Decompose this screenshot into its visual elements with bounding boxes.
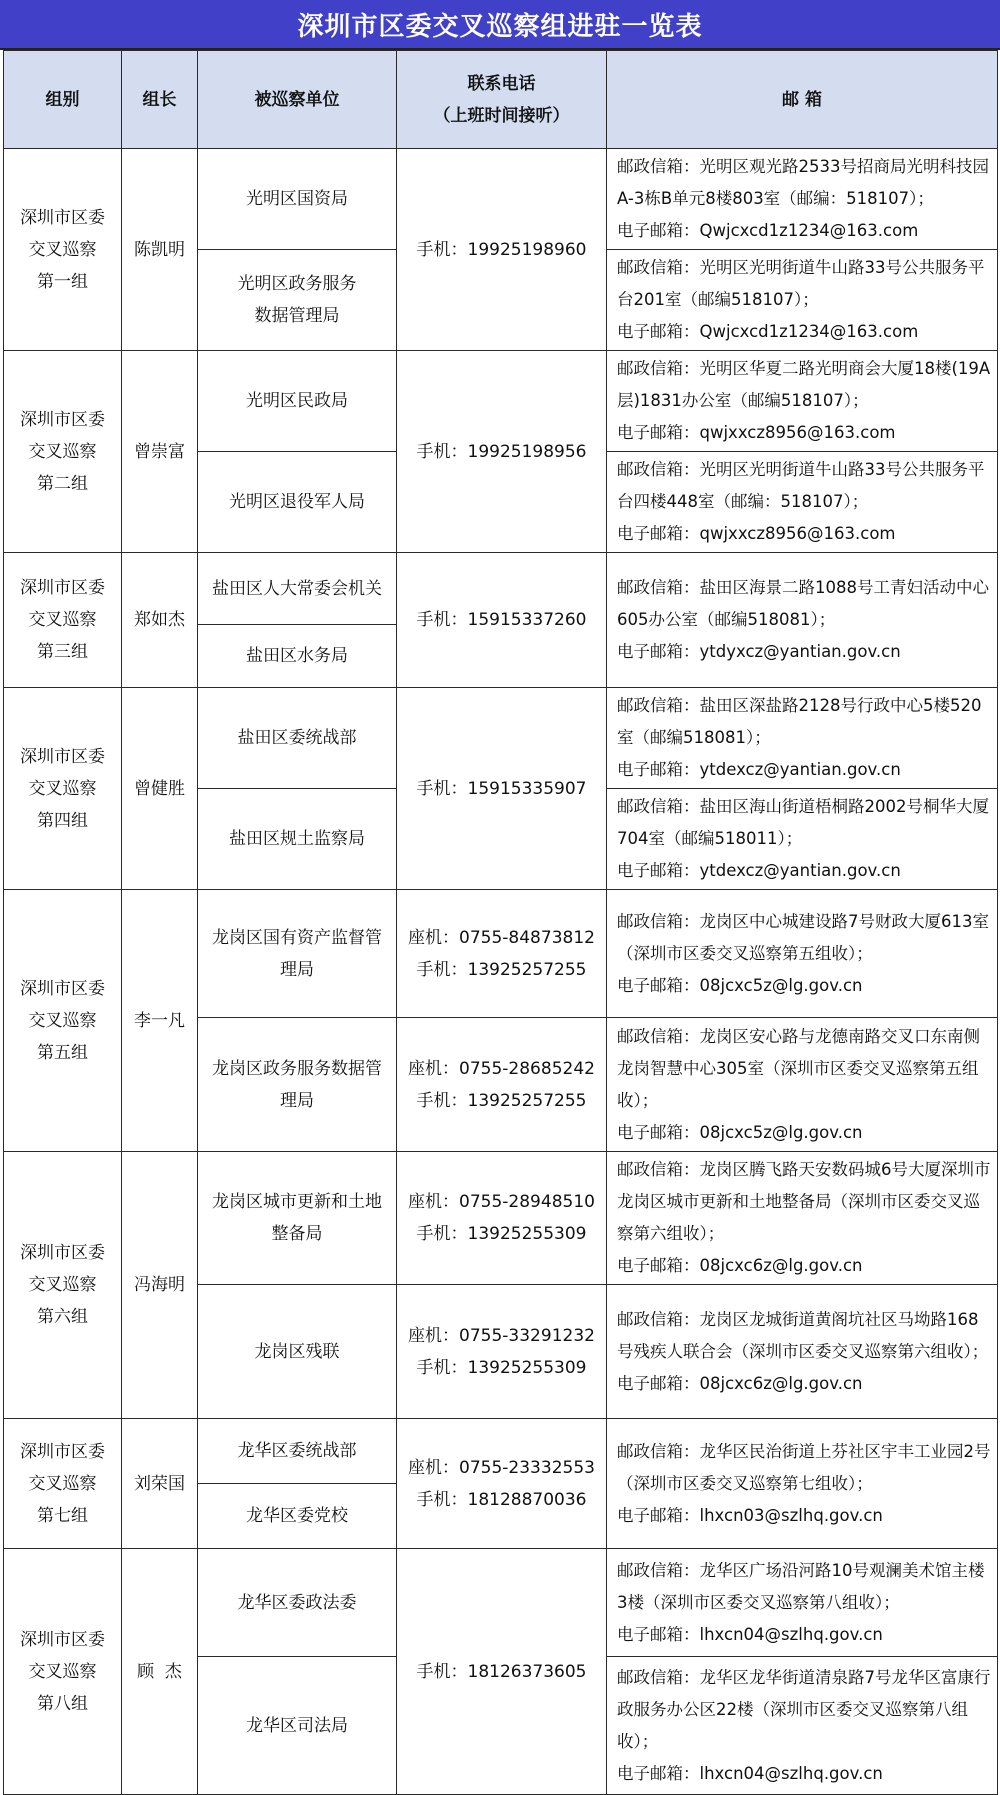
- unit-cell: [198, 250, 397, 351]
- unit-name-line: 整备局: [271, 1224, 323, 1244]
- unit-cell: [198, 1018, 397, 1152]
- mail-cell: [607, 688, 998, 789]
- inspection-table: [3, 50, 998, 1795]
- group-name-line: 深圳市区委: [20, 978, 105, 999]
- header-mail: 邮 箱: [607, 51, 998, 149]
- unit-name-line: 龙岗区残联: [254, 1341, 340, 1362]
- group-name-cell: [4, 688, 122, 890]
- mail-line: 邮政信箱：龙华区广场沿河路10号观澜美术馆主楼3楼（深圳市区委交叉巡察第八组收）；: [617, 1560, 985, 1612]
- leader-cell: 顾 杰: [122, 1549, 198, 1795]
- unit-name-line: 光明区国资局: [246, 189, 348, 209]
- mail-line: 电子邮箱：Qwjcxcd1z1234@163.com: [617, 221, 919, 240]
- mail-line: 邮政信箱：盐田区海山街道梧桐路2002号桐华大厦704室（邮编518011）；: [617, 797, 989, 848]
- phone-line: 座机：0755-23332553: [408, 1457, 595, 1478]
- phone-cell: [397, 351, 607, 553]
- mail-cell: [607, 553, 998, 688]
- group-name-line: 第六组: [37, 1307, 88, 1327]
- group-name-cell: [4, 1152, 122, 1419]
- group-name-line: 深圳市区委: [20, 1243, 105, 1263]
- group-name-cell: [4, 149, 122, 351]
- unit-cell: [198, 553, 397, 625]
- mail-line: 电子邮箱：ytdyxcz@yantian.gov.cn: [617, 642, 901, 661]
- unit-name-line: 盐田区规土监察局: [229, 829, 365, 849]
- table-row: [4, 553, 998, 625]
- phone-line: 手机：15915337260: [416, 610, 587, 630]
- leader-cell: 冯海明: [122, 1152, 198, 1419]
- phone-line: 手机：13925255309: [416, 1357, 587, 1378]
- mail-line: 电子邮箱：08jcxc5z@lg.gov.cn: [617, 1122, 863, 1142]
- mail-line: 邮政信箱：盐田区海景二路1088号工青妇活动中心605办公室（邮编518081）；: [617, 578, 989, 629]
- unit-cell: [198, 149, 397, 250]
- header-group: 组别: [4, 51, 122, 149]
- mail-line: 邮政信箱：龙岗区腾飞路天安数码城6号大厦深圳市龙岗区城市更新和土地整备局（深圳市区委交叉巡察第六组收）；: [617, 1160, 991, 1243]
- unit-name-line: 数据管理局: [254, 306, 340, 326]
- header-unit: 被巡察单位: [198, 51, 397, 149]
- mail-line: 电子邮箱：ytdexcz@yantian.gov.cn: [617, 861, 901, 880]
- mail-cell: [607, 890, 998, 1018]
- leader-cell: 曾崇富: [122, 351, 198, 553]
- group-name-line: 深圳市区委: [20, 409, 105, 430]
- group-name-line: 深圳市区委: [20, 746, 105, 767]
- mail-line: 电子邮箱：qwjxxcz8956@163.com: [617, 524, 896, 543]
- mail-line: 邮政信箱：光明区观光路2533号招商局光明科技园A-3栋B单元8楼803室（邮编：518107）；: [617, 157, 989, 208]
- mail-cell: [607, 1419, 998, 1549]
- group-name-line: 深圳市区委: [20, 1441, 105, 1462]
- unit-cell: [198, 1285, 397, 1419]
- unit-cell: [198, 1657, 397, 1795]
- mail-line: 电子邮箱：Qwjcxcd1z1234@163.com: [617, 322, 919, 341]
- mail-line: 电子邮箱：08jcxc6z@lg.gov.cn: [617, 1256, 863, 1275]
- group-name-cell: [4, 1419, 122, 1549]
- unit-cell: [198, 688, 397, 789]
- phone-cell: [397, 1018, 607, 1152]
- group-name-line: 交叉巡察: [28, 1661, 97, 1682]
- mail-line: 电子邮箱：08jcxc5z@lg.gov.cn: [617, 975, 863, 995]
- leader-cell: 李一凡: [122, 890, 198, 1152]
- unit-name-line: 龙华区委政法委: [237, 1592, 357, 1613]
- table-row: [4, 688, 998, 789]
- phone-cell: [397, 1152, 607, 1285]
- table-row: [4, 890, 998, 1018]
- phone-cell: [397, 149, 607, 351]
- mail-cell: [607, 1152, 998, 1285]
- unit-name-line: 盐田区委统战部: [237, 728, 357, 748]
- mail-line: 邮政信箱：龙华区民治街道上芬社区宇丰工业园2号（深圳市区委交叉巡察第七组收）；: [617, 1441, 991, 1493]
- group-name-line: 交叉巡察: [28, 1010, 97, 1031]
- group-name-cell: [4, 890, 122, 1152]
- mail-line: 电子邮箱：08jcxc6z@lg.gov.cn: [617, 1373, 863, 1393]
- mail-line: 电子邮箱：lhxcn03@szlhq.gov.cn: [617, 1505, 883, 1525]
- phone-line: 手机：19925198960: [416, 239, 587, 260]
- unit-name-line: 光明区政务服务: [237, 274, 357, 294]
- group-name-line: 交叉巡察: [28, 1473, 97, 1494]
- header-phone-line1: 联系电话: [467, 73, 536, 94]
- phone-line: 手机：13925257255: [416, 1090, 587, 1111]
- mail-line: 邮政信箱：光明区华夏二路光明商会大厦18楼(19A层)1831办公室（邮编518107）；: [617, 359, 991, 410]
- group-name-line: 深圳市区委: [20, 207, 105, 228]
- phone-cell: [397, 688, 607, 890]
- group-name-line: 交叉巡察: [28, 610, 97, 630]
- group-name-line: 交叉巡察: [28, 778, 97, 799]
- group-name-line: 第八组: [37, 1693, 88, 1714]
- mail-cell: [607, 789, 998, 890]
- table-row: [4, 1419, 998, 1484]
- unit-name-line: 理局: [280, 959, 314, 980]
- mail-cell: [607, 1285, 998, 1419]
- phone-cell: [397, 890, 607, 1018]
- unit-cell: [198, 351, 397, 452]
- table-header-row: [4, 51, 998, 149]
- group-name-line: 第五组: [37, 1042, 88, 1063]
- phone-line: 手机：18126373605: [416, 1661, 587, 1682]
- phone-cell: [397, 553, 607, 688]
- unit-name-line: 光明区退役军人局: [229, 492, 365, 512]
- mail-line: 邮政信箱：光明区光明街道牛山路33号公共服务平台201室（邮编518107）；: [617, 258, 985, 309]
- table-row: [4, 149, 998, 250]
- unit-name-line: 盐田区人大常委会机关: [212, 578, 382, 599]
- group-name-line: 第四组: [37, 810, 88, 831]
- phone-cell: [397, 1285, 607, 1419]
- mail-line: 电子邮箱：lhxcn04@szlhq.gov.cn: [617, 1763, 883, 1783]
- table-row: [4, 1549, 998, 1657]
- phone-line: 座机：0755-33291232: [408, 1325, 595, 1346]
- leader-cell: 曾健胜: [122, 688, 198, 890]
- table-row: [4, 351, 998, 452]
- unit-cell: [198, 1484, 397, 1549]
- group-name-line: 第三组: [37, 642, 88, 662]
- unit-name-line: 龙华区司法局: [246, 1715, 348, 1736]
- unit-cell: [198, 1419, 397, 1484]
- mail-line: 电子邮箱：lhxcn04@szlhq.gov.cn: [617, 1624, 883, 1644]
- header-phone-line2: （上班时间接听）: [433, 105, 570, 126]
- mail-line: 电子邮箱：ytdexcz@yantian.gov.cn: [617, 760, 901, 779]
- group-name-line: 第二组: [37, 473, 88, 494]
- mail-line: 邮政信箱：盐田区深盐路2128号行政中心5楼520室（邮编518081）；: [617, 696, 982, 747]
- phone-line: 手机：13925255309: [416, 1224, 587, 1244]
- unit-name-line: 龙华区委党校: [246, 1506, 348, 1526]
- mail-cell: [607, 1018, 998, 1152]
- phone-line: 手机：19925198956: [416, 441, 587, 462]
- unit-name-line: 盐田区水务局: [246, 646, 348, 666]
- group-name-line: 第一组: [37, 271, 88, 292]
- leader-cell: 刘荣国: [122, 1419, 198, 1549]
- group-name-line: 深圳市区委: [20, 1629, 105, 1650]
- unit-cell: [198, 625, 397, 688]
- leader-cell: 郑如杰: [122, 553, 198, 688]
- mail-cell: [607, 250, 998, 351]
- mail-cell: [607, 452, 998, 553]
- mail-cell: [607, 149, 998, 250]
- leader-cell: 陈凯明: [122, 149, 198, 351]
- page-title: 深圳市区委交叉巡察组进驻一览表: [0, 0, 1000, 50]
- unit-cell: [198, 789, 397, 890]
- group-name-line: 交叉巡察: [28, 239, 97, 260]
- group-name-cell: [4, 351, 122, 553]
- unit-name-line: 龙华区委统战部: [237, 1441, 357, 1461]
- table-body: [4, 149, 998, 1795]
- group-name-line: 交叉巡察: [28, 441, 97, 462]
- mail-cell: [607, 1657, 998, 1795]
- mail-line: 邮政信箱：龙岗区中心城建设路7号财政大厦613室（深圳市区委交叉巡察第五组收）；: [617, 911, 989, 963]
- header-phone: [397, 51, 607, 149]
- group-name-cell: [4, 1549, 122, 1795]
- mail-cell: [607, 1549, 998, 1657]
- phone-line: 座机：0755-28948510: [408, 1192, 595, 1212]
- phone-cell: [397, 1419, 607, 1549]
- unit-cell: [198, 1152, 397, 1285]
- group-name-line: 第七组: [37, 1505, 88, 1526]
- unit-cell: [198, 452, 397, 553]
- mail-line: 邮政信箱：龙岗区安心路与龙德南路交叉口东南侧龙岗智慧中心305室（深圳市区委交叉巡察第五组收）；: [617, 1026, 980, 1110]
- phone-cell: [397, 1549, 607, 1795]
- mail-cell: [607, 351, 998, 452]
- unit-cell: [198, 890, 397, 1018]
- phone-line: 座机：0755-84873812: [408, 927, 595, 948]
- group-name-line: 深圳市区委: [20, 578, 105, 598]
- unit-name-line: 龙岗区政务服务数据管: [212, 1058, 382, 1079]
- header-leader: 组长: [122, 51, 198, 149]
- unit-cell: [198, 1549, 397, 1657]
- mail-line: 邮政信箱：光明区光明街道牛山路33号公共服务平台四楼448室（邮编：518107）；: [617, 460, 985, 511]
- phone-line: 手机：18128870036: [416, 1489, 587, 1510]
- phone-line: 手机：13925257255: [416, 959, 587, 980]
- mail-line: 邮政信箱：龙岗区龙城街道黄阁坑社区马坳路168号残疾人联合会（深圳市区委交叉巡察第六组收）；: [617, 1309, 989, 1361]
- phone-line: 手机：15915335907: [416, 778, 587, 799]
- group-name-line: 交叉巡察: [28, 1275, 97, 1295]
- unit-name-line: 龙岗区城市更新和土地: [212, 1192, 382, 1212]
- table-row: [4, 1152, 998, 1285]
- unit-name-line: 理局: [280, 1090, 314, 1111]
- unit-name-line: 光明区民政局: [246, 391, 348, 411]
- phone-line: 座机：0755-28685242: [408, 1058, 595, 1079]
- mail-line: 电子邮箱：qwjxxcz8956@163.com: [617, 423, 896, 442]
- mail-line: 邮政信箱：龙华区龙华街道清泉路7号龙华区富康行政服务办公区22楼（深圳市区委交叉巡察第八组收）；: [617, 1667, 991, 1751]
- group-name-cell: [4, 553, 122, 688]
- unit-name-line: 龙岗区国有资产监督管: [212, 927, 382, 948]
